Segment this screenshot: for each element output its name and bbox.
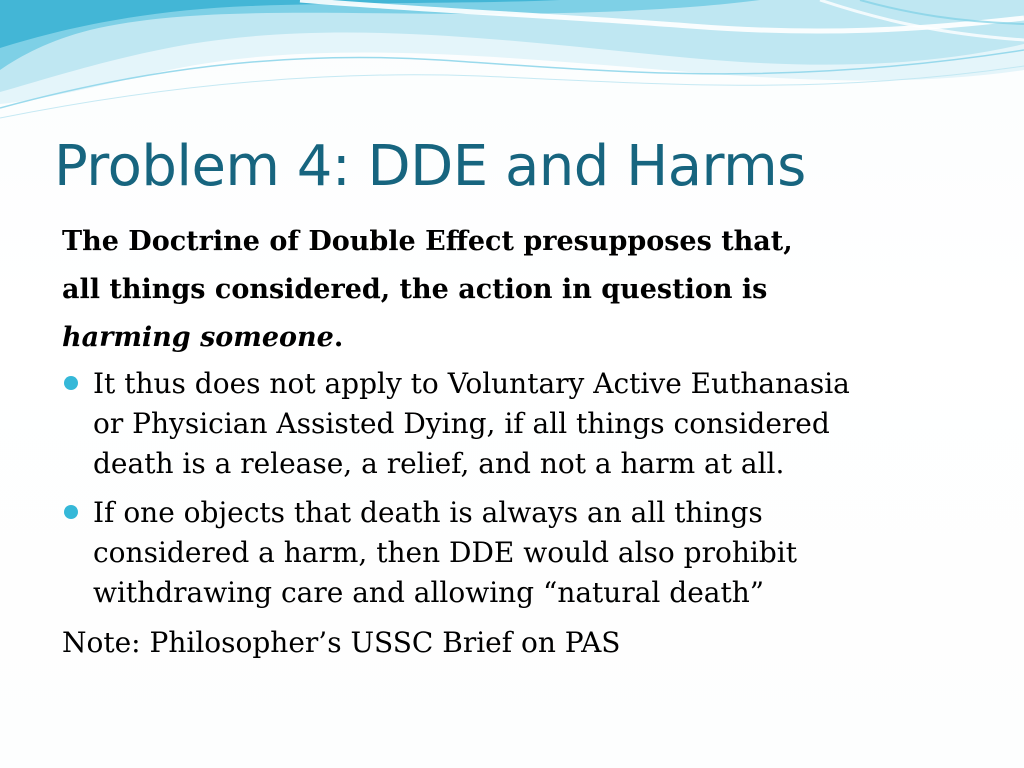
intro-line-2: all things considered, the action in question is xyxy=(62,274,768,305)
intro-line-1: The Doctrine of Double Effect presupposes that, xyxy=(62,226,793,257)
bullet-list xyxy=(62,364,962,613)
list-item xyxy=(62,493,962,613)
slide-body xyxy=(62,218,962,664)
bullet-icon xyxy=(64,376,78,390)
intro-emphasis: harming someone xyxy=(62,322,334,353)
bullet-line: considered a harm, then DDE would also prohibit xyxy=(93,536,797,569)
wave-header-decoration xyxy=(0,0,1024,130)
slide-title: Problem 4: DDE and Harms xyxy=(54,134,806,199)
intro-paragraph xyxy=(62,218,962,362)
intro-line-3-end: . xyxy=(333,322,344,353)
bullet-icon xyxy=(64,505,78,519)
bullet-line: or Physician Assisted Dying, if all things considered xyxy=(93,407,830,440)
bullet-line: death is a release, a relief, and not a harm at all. xyxy=(93,447,785,480)
list-item xyxy=(62,364,962,484)
note-text: Note: Philosopher’s USSC Brief on PAS xyxy=(62,626,621,659)
bullet-line: If one objects that death is always an all things xyxy=(93,496,763,529)
bullet-line: It thus does not apply to Voluntary Active Euthanasia xyxy=(93,367,850,400)
bullet-line: withdrawing care and allowing “natural death” xyxy=(93,576,765,609)
